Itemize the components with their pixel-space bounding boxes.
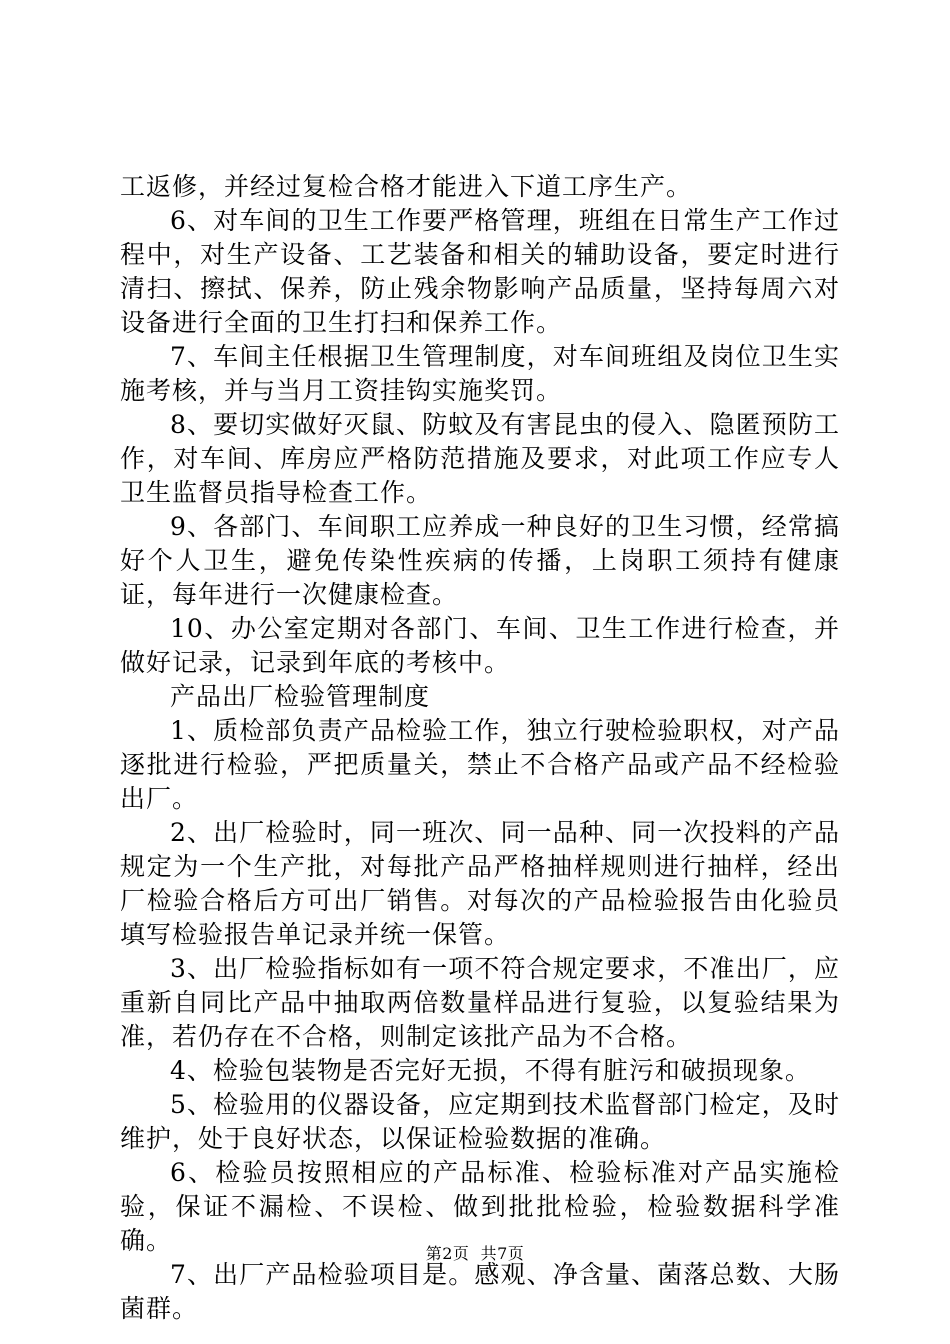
paragraph-11: 4、检验包装物是否完好无损，不得有脏污和破损现象。 — [170, 1056, 811, 1085]
paragraph-4: 8、要切实做好灭鼠、防蚊及有害昆虫的侵入、隐匿预防工作，对车间、库房应严格防范措施及要求，对此项工作应专人卫生监督员指导检查工作。 — [120, 410, 840, 507]
paragraph-8: 1、质检部负责产品检验工作，独立行驶检验职权，对产品逐批进行检验，严把质量关，禁止不合格产品或产品不经检验出厂。 — [120, 716, 840, 813]
paragraph-10: 3、出厂检验指标如有一项不符合规定要求，不准出厂，应重新自同比产品中抽取两倍数量样品进行复验，以复验结果为准，若仍存在不合格，则制定该批产品为不合格。 — [120, 954, 840, 1051]
paragraph-9: 2、出厂检验时，同一班次、同一品种、同一次投料的产品规定为一个生产批，对每批产品严格抽样规则进行抽样，经出厂检验合格后方可出厂销售。对每次的产品检验报告由化验员填写检验报告单记录并统一保管。 — [120, 818, 840, 949]
paragraph-5: 9、各部门、车间职工应养成一种良好的卫生习惯，经常搞好个人卫生，避免传染性疾病的传播，上岗职工须持有健康证，每年进行一次健康检查。 — [120, 512, 840, 609]
paragraph-13: 6、检验员按照相应的产品标准、检验标准对产品实施检验，保证不漏检、不误检、做到批批检验，检验数据科学准确。 — [120, 1158, 840, 1255]
paragraph-12: 5、检验用的仪器设备，应定期到技术监督部门检定，及时维护，处于良好状态，以保证检验数据的准确。 — [120, 1090, 840, 1153]
paragraph-3: 7、车间主任根据卫生管理制度，对车间班组及岗位卫生实施考核，并与当月工资挂钩实施奖罚。 — [120, 342, 840, 405]
paragraph-6: 10、办公室定期对各部门、车间、卫生工作进行检查，并做好记录，记录到年底的考核中。 — [120, 614, 840, 677]
page-footer — [0, 1244, 950, 1264]
paragraph-14: 7、出厂产品检验项目是。感观、净含量、菌落总数、大肠菌群。 — [120, 1260, 840, 1323]
document-body — [120, 170, 840, 1326]
section-heading: 产品出厂检验管理制度 — [170, 682, 431, 711]
page-number-label: 第2页 共7页 — [425, 1244, 525, 1263]
paragraph-2: 6、对车间的卫生工作要严格管理，班组在日常生产工作过程中，对生产设备、工艺装备和相关的辅助设备，要定时进行清扫、擦拭、保养，防止残余物影响产品质量，坚持每周六对设备进行全面的卫生打扫和保养工作。 — [120, 206, 840, 337]
paragraph-1: 工返修，并经过复检合格才能进入下道工序生产。 — [120, 172, 693, 201]
